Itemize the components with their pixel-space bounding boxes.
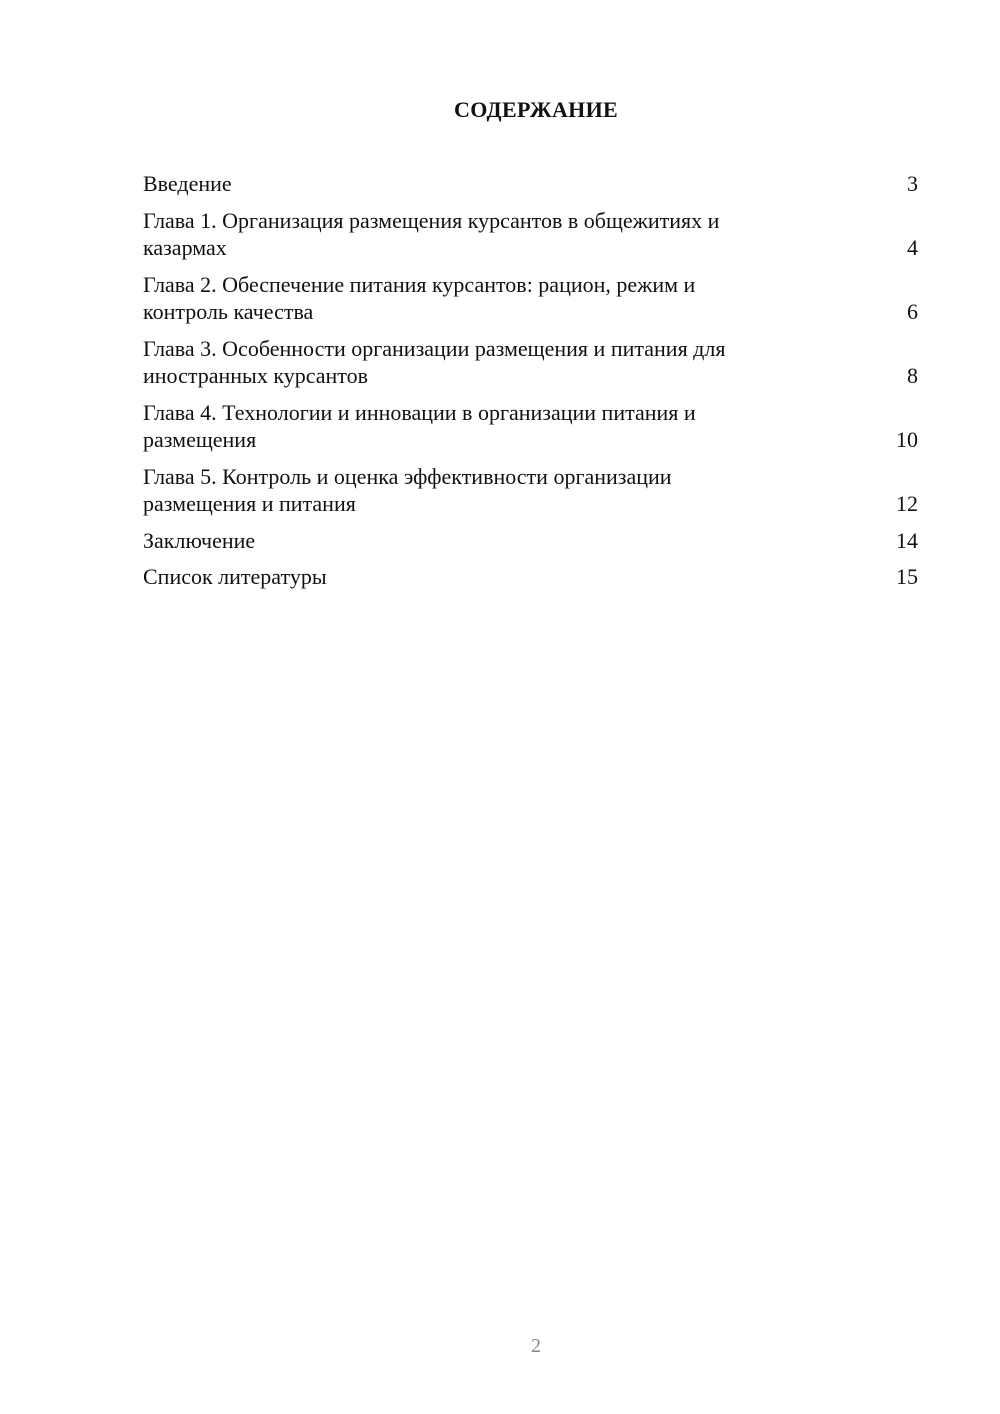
toc-entry-chapter-3 [143, 335, 918, 389]
table-of-contents [143, 170, 918, 590]
toc-entry-chapter-5 [143, 463, 918, 517]
toc-entry-text: Глава 4. Технологии и инновации в организации питания и размещения [143, 400, 696, 452]
toc-entry-text: Глава 3. Особенности организации размещения и питания для иностранных курсантов [143, 336, 726, 388]
toc-entry-text: Глава 5. Контроль и оценка эффективности организации размещения и питания [143, 464, 672, 516]
page-number: 2 [531, 1335, 541, 1357]
toc-entry-page: 15 [896, 564, 918, 589]
toc-entry-conclusion [143, 527, 918, 554]
toc-entry-page: 6 [907, 299, 918, 324]
toc-entry-page: 10 [896, 427, 918, 452]
toc-entry-chapter-2 [143, 271, 918, 325]
toc-entry-references [143, 563, 918, 590]
toc-entry-text: Глава 2. Обеспечение питания курсантов: рацион, режим и контроль качества [143, 272, 696, 324]
page-title: СОДЕРЖАНИЕ [454, 97, 618, 122]
toc-entry-text: Список литературы [143, 564, 327, 589]
toc-entry-chapter-1 [143, 207, 918, 261]
toc-entry-page: 4 [907, 235, 918, 260]
toc-entry-chapter-4 [143, 399, 918, 453]
toc-entry-page: 3 [907, 171, 918, 196]
toc-entry-page: 8 [907, 363, 918, 388]
toc-entry-page: 14 [896, 528, 918, 553]
toc-entry-text: Введение [143, 171, 232, 196]
toc-entry-introduction [143, 170, 918, 197]
toc-entry-text: Заключение [143, 528, 256, 553]
toc-entry-text: Глава 1. Организация размещения курсантов в общежитиях и казармах [143, 208, 720, 260]
toc-entry-page: 12 [896, 491, 918, 516]
